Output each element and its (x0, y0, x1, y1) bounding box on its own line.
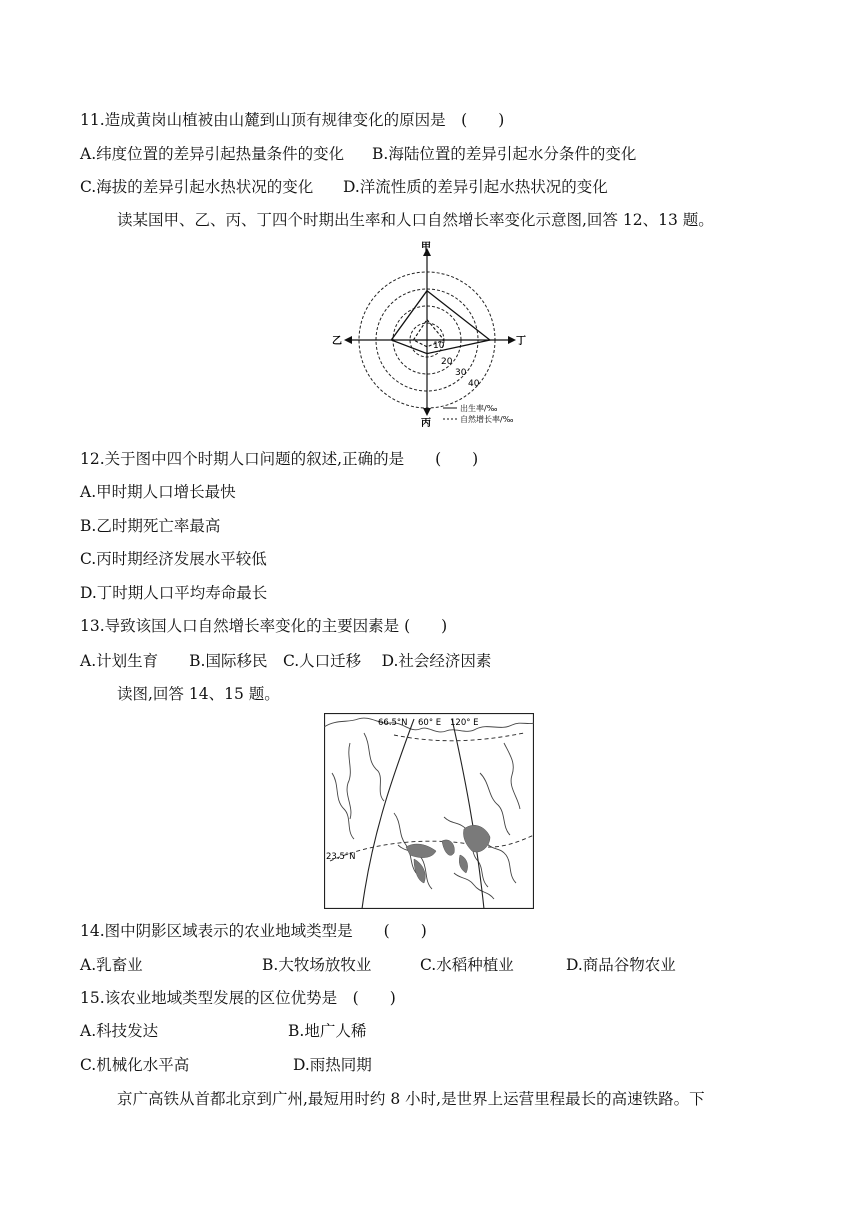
legend-birth-rate: 出生率/‰ (460, 404, 498, 413)
question-11-option-b: B.海陆位置的差异引起水分条件的变化 (372, 145, 637, 163)
axis-label-bing: 丙 (421, 418, 431, 429)
question-14-stem: 14.图中阴影区域表示的农业地域类型是 ( ) (80, 922, 427, 940)
ring-label-30: 30 (455, 368, 467, 378)
question-15-option-c: C.机械化水平高 (80, 1056, 190, 1074)
question-12-option-d: D.丁时期人口平均寿命最长 (80, 584, 268, 602)
ring-label-10: 10 (433, 341, 445, 351)
question-12-option-b: B.乙时期死亡率最高 (80, 517, 221, 535)
intro-12-13: 读某国甲、乙、丙、丁四个时期出生率和人口自然增长率变化示意图,回答 12、13 题。 (117, 211, 714, 229)
axis-arrow-bottom (423, 408, 431, 416)
question-12-option-a: A.甲时期人口增长最快 (80, 483, 236, 501)
ring-label-40: 40 (468, 379, 480, 389)
question-11-option-a: A.纬度位置的差异引起热量条件的变化 (80, 145, 345, 163)
question-12-stem: 12.关于图中四个时期人口问题的叙述,正确的是 ( ) (80, 450, 479, 468)
trailing-paragraph: 京广高铁从首都北京到广州,最短用时约 8 小时,是世界上运营里程最长的高速铁路。下 (117, 1090, 705, 1108)
ring-label-20: 20 (441, 357, 453, 367)
axis-label-jia: 甲 (421, 242, 431, 253)
label-60e: 60° E (418, 718, 442, 728)
axis-arrow-left (344, 336, 352, 344)
question-15-option-a: A.科技发达 (80, 1022, 159, 1040)
radar-axes (348, 252, 512, 412)
question-14-option-c: C.水稻种植业 (420, 956, 514, 974)
map-frame (325, 714, 534, 909)
question-13-stem: 13.导致该国人口自然增长率变化的主要因素是 ( ) (80, 617, 448, 635)
axis-label-yi: 乙 (332, 336, 342, 347)
label-23-5n: 23.5°N (326, 852, 356, 862)
intro-14-15: 读图,回答 14、15 题。 (117, 685, 280, 703)
question-14-option-d: D.商品谷物农业 (566, 956, 676, 974)
question-15-stem: 15.该农业地域类型发展的区位优势是 ( ) (80, 989, 396, 1007)
question-11-option-d: D.洋流性质的差异引起水热状况的变化 (343, 178, 608, 196)
radar-figure (330, 240, 540, 430)
question-11-option-c: C.海拔的差异引起水热状况的变化 (80, 178, 314, 196)
label-120e: 120° E (450, 718, 479, 728)
question-13-options: A.计划生育 B.国际移民 C.人口迁移 D.社会经济因素 (80, 652, 492, 670)
asia-map-figure (324, 713, 534, 909)
label-66-5n: 66.5°N (378, 718, 408, 728)
question-15-option-d: D.雨热同期 (293, 1056, 372, 1074)
axis-label-ding: 丁 (516, 336, 526, 347)
legend-growth-rate: 自然增长率/‰ (460, 415, 514, 424)
question-11-stem: 11.造成黄岗山植被由山麓到山顶有规律变化的原因是 ( ) (80, 111, 505, 129)
question-15-option-b: B.地广人稀 (288, 1022, 367, 1040)
question-12-option-c: C.丙时期经济发展水平较低 (80, 550, 267, 568)
axis-arrow-right (508, 336, 516, 344)
question-14-option-a: A.乳畜业 (80, 956, 143, 974)
question-14-option-b: B.大牧场放牧业 (262, 956, 372, 974)
